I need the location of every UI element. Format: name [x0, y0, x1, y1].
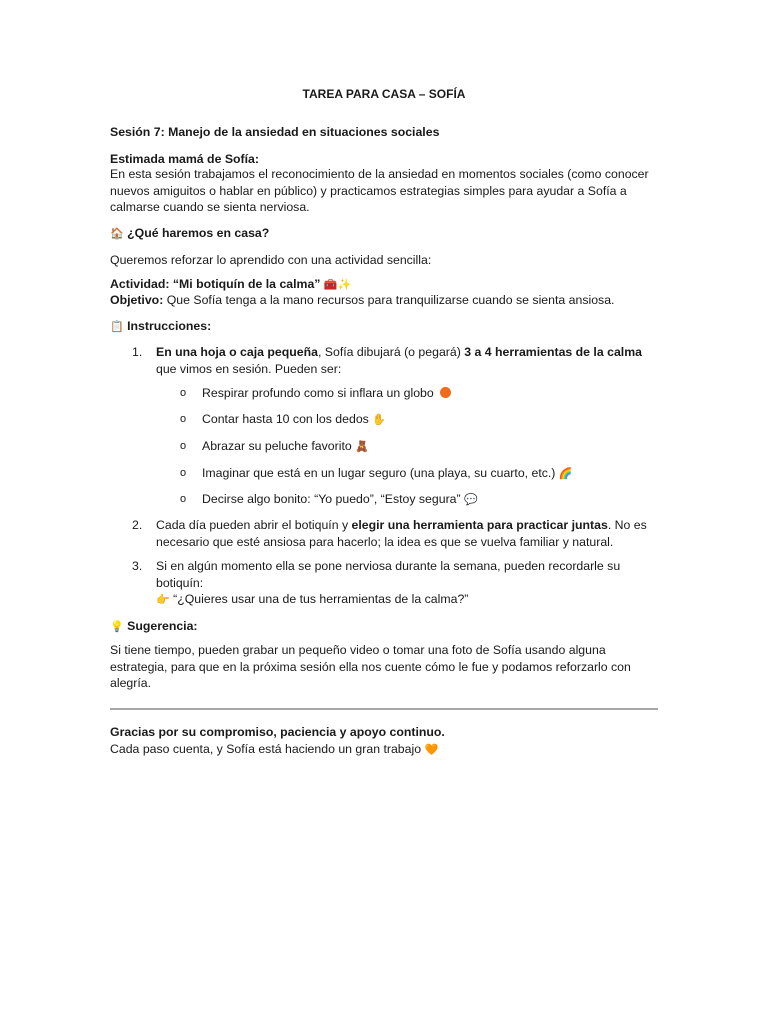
step-bold: elegir una herramienta para practicar juntas — [351, 518, 608, 532]
step-plain: que vimos en sesión. Pueden ser: — [156, 361, 342, 376]
home-heading-line — [110, 225, 658, 243]
step-plain: necesario que esté ansiosa para hacerlo; la idea es que se vuelva familiar y natural. — [156, 534, 614, 549]
session-heading: Sesión 7: Manejo de la ansiedad en situaciones sociales — [110, 125, 440, 139]
orange-circle-icon — [440, 387, 451, 398]
greeting: Estimada mamá de Sofía: — [110, 152, 259, 166]
list-item-label: Abrazar su peluche favorito — [202, 439, 352, 453]
activity-line — [110, 276, 658, 294]
step-text — [156, 558, 658, 609]
instructions-heading: Instrucciones: — [127, 319, 212, 333]
step-plain: botiquín: — [156, 575, 204, 590]
objective-text: Que Sofía tenga a la mano recursos para tranquilizarse cuando se sienta ansiosa. — [166, 293, 615, 307]
list-item-text — [202, 465, 658, 483]
step-quote: “¿Quieres usar una de tus herramientas de la calma?” — [173, 592, 469, 606]
bullet-marker: o — [180, 440, 187, 452]
tip-heading-line — [110, 618, 658, 636]
tip-heading: Sugerencia: — [127, 619, 198, 633]
lightbulb-icon: 💡 — [110, 621, 124, 633]
rainbow-icon: 🌈 — [558, 468, 573, 480]
objective-label: Objetivo: — [110, 293, 164, 307]
list-item-label: Contar hasta 10 con los dedos — [202, 412, 369, 426]
horizontal-divider — [110, 708, 658, 710]
raised-hand-icon: ✋ — [372, 414, 386, 426]
bullet-marker: o — [180, 413, 187, 425]
activity-name: “Mi botiquín de la calma” — [172, 277, 321, 291]
speech-bubble-icon: 💬 — [464, 494, 478, 506]
step-number: 3. — [132, 559, 143, 573]
step-plain: Cada día pueden abrir el botiquín y — [156, 518, 352, 532]
teddy-bear-icon: 🧸 — [355, 441, 369, 453]
intro-paragraph: En esta sesión trabajamos el reconocimiento de la ansiedad en momentos sociales (como conocer nuevos amiguitos o hablar en público) y practicamos estrategias simples para ayudar a Sofía a calmarse cuando se sienta nerviosa. — [110, 167, 649, 214]
closing-bold: Gracias por su compromiso, paciencia y apoyo continuo. — [110, 725, 445, 739]
instructions-heading-line — [110, 318, 658, 336]
step-text — [156, 517, 658, 550]
list-item-label: Decirse algo bonito: “Yo puedo”, “Estoy segura” — [202, 492, 461, 506]
step-text — [156, 344, 658, 377]
home-text: Queremos reforzar lo aprendido con una actividad sencilla: — [110, 253, 432, 267]
bullet-marker: o — [180, 493, 187, 505]
closing-line — [110, 741, 658, 759]
activity-label: Actividad: — [110, 277, 170, 291]
home-heading: ¿Qué haremos en casa? — [127, 226, 270, 240]
document-title: TAREA PARA CASA – SOFÍA — [302, 87, 466, 101]
step-bold: 3 a 4 herramientas de la calma — [464, 345, 642, 359]
step-plain: . No es — [607, 518, 647, 532]
step-number: 2. — [132, 518, 143, 532]
pointing-hand-icon: 👉 — [156, 594, 170, 606]
closing-text: Cada paso cuenta, y Sofía está haciendo un gran trabajo — [110, 742, 422, 756]
step-plain: , Sofía dibujará (o pegará) — [317, 345, 465, 359]
clipboard-icon: 📋 — [110, 321, 124, 333]
list-item-text — [202, 411, 658, 429]
objective-line — [110, 292, 658, 309]
toolbox-sparkles-icon: 🧰✨ — [323, 279, 352, 291]
list-item-text — [202, 491, 658, 509]
step-plain: Si en algún momento ella se pone nerviosa durante la semana, pueden recordarle su — [156, 559, 621, 573]
list-item-text — [202, 438, 658, 456]
list-item-label: Imaginar que está en un lugar seguro (una playa, su cuarto, etc.) — [202, 466, 556, 480]
bullet-marker: o — [180, 387, 187, 399]
bullet-marker: o — [180, 467, 187, 479]
house-icon: 🏠 — [110, 228, 124, 240]
step-bold: En una hoja o caja pequeña — [156, 345, 318, 359]
tip-paragraph: Si tiene tiempo, pueden grabar un pequeño video o tomar una foto de Sofía usando alguna estrategia, para que en la próxima sesión ella nos cuente cómo le fue y podamos reforzarlo con alegría. — [110, 643, 631, 690]
list-item-text — [202, 385, 658, 402]
list-item-label: Respirar profundo como si inflara un globo — [202, 386, 434, 400]
orange-heart-icon: 🧡 — [424, 744, 439, 756]
step-number: 1. — [132, 345, 143, 359]
